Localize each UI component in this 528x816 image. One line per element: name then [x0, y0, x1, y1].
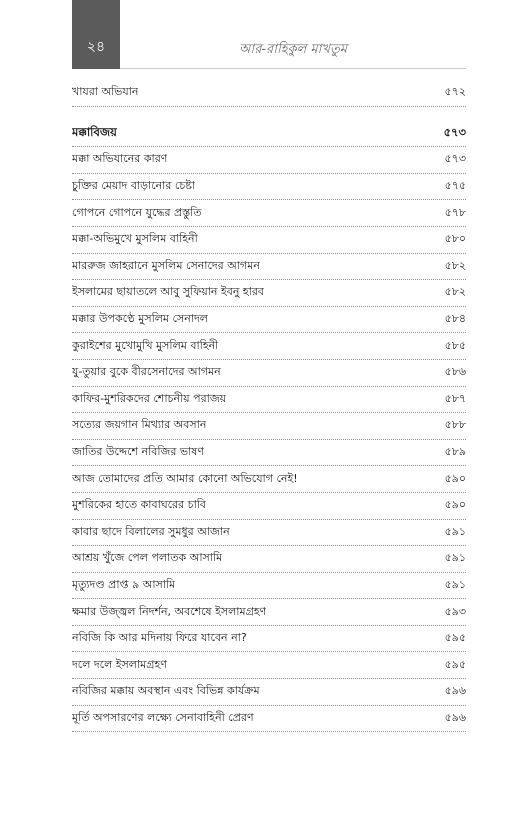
toc-entry[interactable]	[72, 546, 466, 573]
toc-entry[interactable]	[72, 174, 466, 201]
toc-entry-page: ৫৮৬	[444, 365, 466, 379]
toc-entry-page: ৫৯১	[444, 577, 466, 591]
toc-entry-title: মক্কা অভিযানের কারণ	[72, 152, 168, 166]
toc-entry-title: মুশরিকের হাতে কাবাঘরের চাবি	[72, 498, 207, 512]
toc-entry-page: ৫৮০	[444, 232, 466, 246]
toc-entry-title: জাতির উদ্দেশে নবিজির ভাষণ	[72, 445, 205, 459]
toc-entry-page: ৫৯৬	[444, 710, 466, 724]
toc-entry[interactable]	[72, 280, 466, 307]
toc-entry-title: গোপনে গোপনে যুদ্ধের প্রস্তুতি	[72, 205, 202, 219]
running-title: আর-রাহিকুল মাখতুম	[239, 42, 347, 57]
page-number: ২৪	[86, 39, 106, 55]
toc-entry-title: আজ তোমাদের প্রতি আমার কোনো অভিযোগ নেই!	[72, 471, 298, 485]
toc-entry[interactable]	[72, 227, 466, 254]
toc-entry-title: মূর্তি অপসারণের লক্ষ্যে সেনাবাহিনী প্রেরণ	[72, 710, 254, 724]
toc-entry[interactable]	[72, 80, 466, 107]
toc-entry-title: কাফির-মুশরিকদের শোচনীয় পরাজয়	[72, 391, 227, 405]
toc-entry[interactable]	[72, 387, 466, 414]
toc-entry[interactable]	[72, 573, 466, 600]
toc-entry-page: ৫৯০	[444, 498, 466, 512]
toc-entry[interactable]	[72, 413, 466, 440]
toc-section-title: মক্কাবিজয়	[72, 124, 117, 139]
toc-entry-title: আশ্রয় খুঁজে পেল পলাতক আসামি	[72, 551, 223, 565]
toc-entry[interactable]	[72, 254, 466, 281]
toc-entry[interactable]	[72, 200, 466, 227]
toc-entry[interactable]	[72, 307, 466, 334]
toc-entry-title: মক্কার উপকণ্ঠে মুসলিম সেনাদল	[72, 312, 208, 326]
toc-entry-page: ৫৯৬	[444, 684, 466, 698]
toc-entry-list	[72, 147, 466, 732]
toc-entry[interactable]	[72, 652, 466, 679]
toc-entry-page: ৫৭২	[444, 85, 466, 99]
toc-entry-page: ৫৮৪	[444, 312, 466, 326]
toc-entry-title: মাররুজ জাহরানে মুসলিম সেনাদের আগমন	[72, 258, 260, 272]
toc-entry-title: খাযরা অভিযান	[72, 85, 139, 99]
toc-entry[interactable]	[72, 626, 466, 653]
toc-entry-page: ৫৮৫	[444, 338, 466, 352]
toc-entry-title: মৃত্যুদণ্ড প্রাপ্ত ৯ আসামি	[72, 577, 176, 591]
toc-entry-page: ৫৮২	[444, 285, 466, 299]
toc-entry[interactable]	[72, 679, 466, 706]
toc-entry-page: ৫৮৯	[444, 445, 466, 459]
toc-entry-page: ৫৯৫	[444, 631, 466, 645]
toc-entry-title: কুরাইশের মুখোমুখি মুসলিম বাহিনী	[72, 338, 219, 352]
toc-entry-page: ৫৯৩	[444, 604, 466, 618]
toc-entry[interactable]	[72, 520, 466, 547]
toc-entry-page: ৫৭৮	[444, 205, 466, 219]
toc-entry[interactable]	[72, 706, 466, 733]
toc-entry-title: মক্কা-অভিমুখে মুসলিম বাহিনী	[72, 232, 198, 246]
section-gap	[72, 107, 466, 121]
toc-entry-page: ৫৭৫	[444, 179, 466, 193]
toc-entry-title: নবিজি কি আর মদিনায় ফিরে যাবেন না?	[72, 631, 247, 645]
toc-entry-title: সত্যের জয়গান মিথ্যার অবসান	[72, 418, 207, 432]
toc-entry-page: ৫৯০	[444, 471, 466, 485]
toc-entry-title: দলে দলে ইসলামগ্রহণ	[72, 657, 167, 671]
table-of-contents	[72, 80, 466, 732]
toc-entry[interactable]	[72, 466, 466, 493]
toc-entry-page: ৫৭৩	[444, 152, 466, 166]
toc-entry-title: যু-তুয়ার বুকে বীরসেনাদের আগমন	[72, 365, 221, 379]
page-number-tab	[72, 0, 120, 69]
toc-entry[interactable]	[72, 360, 466, 387]
toc-entry[interactable]	[72, 333, 466, 360]
toc-entry-title: ক্ষমার উজ্জ্বল নিদর্শন, অবশেষে ইসলামগ্রহণ	[72, 604, 267, 618]
toc-section-heading[interactable]	[72, 121, 466, 148]
header-divider	[120, 68, 466, 69]
toc-entry-page: ৫৯৫	[444, 657, 466, 671]
toc-entry[interactable]	[72, 147, 466, 174]
toc-entry-title: চুক্তির মেয়াদ বাড়ানোর চেষ্টা	[72, 179, 196, 193]
toc-entry-title: কাবার ছাদে বিলালের সুমধুর আজান	[72, 524, 230, 538]
toc-section-page: ৫৭৩	[443, 124, 466, 139]
toc-entry-page: ৫৮৮	[444, 418, 466, 432]
toc-entry-page: ৫৮৭	[444, 391, 466, 405]
toc-entry-page: ৫৯১	[444, 524, 466, 538]
toc-entry[interactable]	[72, 493, 466, 520]
toc-entry-title: ইসলামের ছায়াতলে আবু সুফিয়ান ইবনু হারব	[72, 285, 265, 299]
toc-entry[interactable]	[72, 440, 466, 467]
toc-entry-title: নবিজির মক্কায় অবস্থান এবং বিভিন্ন কার্যক্রম	[72, 684, 260, 698]
toc-entry-page: ৫৯১	[444, 551, 466, 565]
toc-entry-page: ৫৮২	[444, 258, 466, 272]
toc-entry[interactable]	[72, 599, 466, 626]
